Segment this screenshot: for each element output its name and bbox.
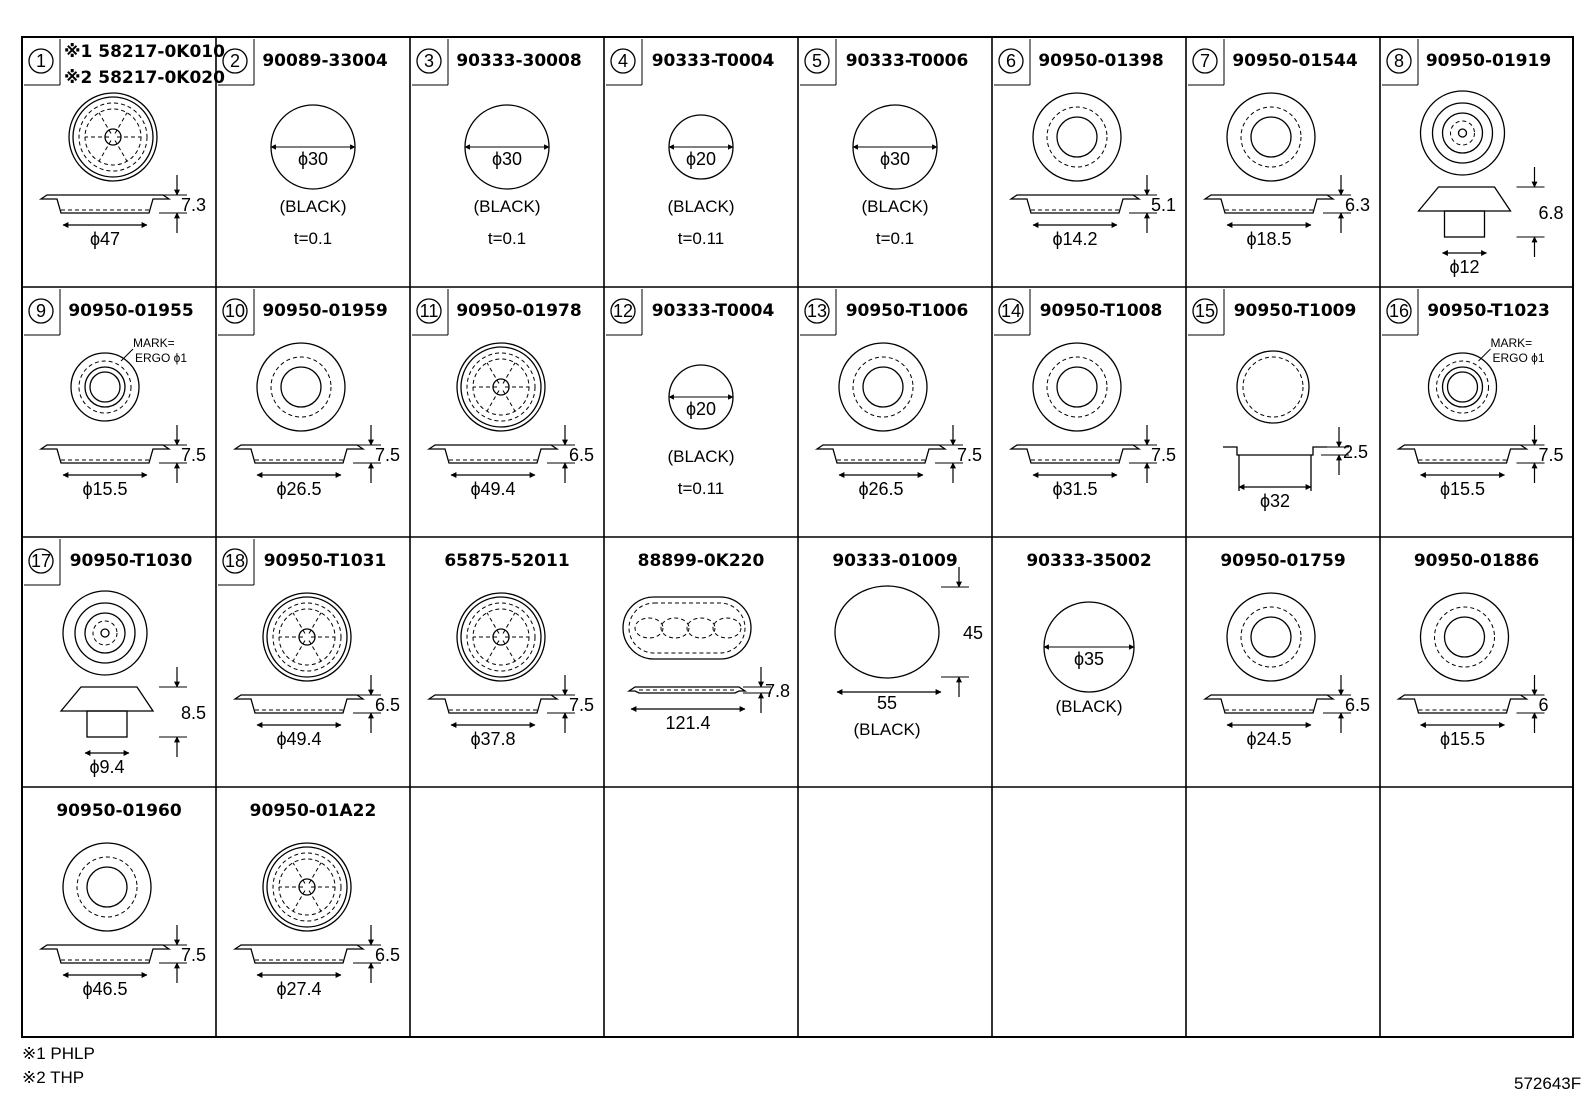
ring [863,367,903,407]
spoke [309,640,321,661]
plug-text: (BLACK) [1055,697,1123,716]
height-dim-label: 45 [963,623,984,643]
ring [69,93,157,181]
ring [1057,367,1097,407]
index-number: 11 [419,301,439,321]
height-dim-label: 7.5 [375,445,401,465]
part-number: 90950-01978 [456,301,582,321]
ring [85,613,125,653]
profile [61,687,153,711]
width-dim-label: ϕ14.2 [1052,229,1098,249]
diameter-label: ϕ30 [879,149,911,169]
ring [1443,367,1483,407]
ring [1433,103,1493,163]
width-dim-label: ϕ27.4 [276,979,322,999]
width-dim-label: 55 [876,693,898,713]
part-number: 90950-01544 [1232,51,1358,71]
diameter-label: ϕ20 [685,399,717,419]
index-number: 4 [617,51,629,71]
width-dim-label: ϕ9.4 [89,757,125,777]
part-number: ※2 58217-0K020 [64,68,225,88]
ring [1033,93,1121,181]
height-dim-label: 6.8 [1538,203,1564,223]
ring [85,367,125,407]
plug-text: t=0.11 [677,479,725,498]
mark-leader [121,349,133,361]
index-number: 2 [229,51,241,71]
part-number: 90333-T0004 [651,51,775,71]
profile [1419,187,1511,211]
cell-90950-01919 [1382,39,1564,277]
part-number: 90950-01960 [56,801,182,821]
part-number: 90950-01886 [1413,551,1540,571]
cell-90089-33004 [218,39,388,248]
part-number: 90950-T1023 [1427,301,1550,321]
spoke [293,890,305,911]
cell-90950-01544 [1188,39,1370,249]
index-number: 16 [1388,301,1410,321]
cell-90333-30008 [412,39,582,248]
ring [1251,617,1291,657]
plug-text: t=0.11 [677,229,725,248]
cell-90950-01960 [41,801,206,999]
part-number: 90089-33004 [262,51,388,71]
part-number: 90333-35002 [1026,551,1152,571]
spoke [309,890,321,911]
width-dim-label: ϕ31.5 [1052,479,1098,499]
width-dim-label: ϕ37.8 [470,729,516,749]
ring [273,603,341,671]
ring [1057,117,1097,157]
part-number: 65875-52011 [444,551,570,571]
spoke [309,613,321,634]
ring [101,629,109,637]
oval-hole [661,618,689,638]
cell-item [24,39,225,249]
ring [853,357,913,417]
ring [79,103,147,171]
mark-note: MARK= [1490,336,1533,350]
plug-text: (BLACK) [667,447,735,466]
part-number: 90333-T0004 [651,301,775,321]
ring [263,843,351,931]
index-number: 1 [35,51,47,71]
profile-body [87,711,127,737]
cell-90950-T1006 [800,289,982,499]
cell-90333-35002 [1026,551,1151,716]
footnote-2: ※2 THP [22,1068,85,1087]
oval-hole [635,618,663,638]
part-number: 90950-01A22 [249,801,377,821]
index-number: 17 [30,551,52,571]
ring [271,357,331,417]
plug-text: (BLACK) [473,197,541,216]
ring [1243,357,1303,417]
cell-90950-01398 [994,39,1176,249]
plug-text: (BLACK) [667,197,735,216]
cell-65875-52011 [429,551,594,749]
cell-90333-T0006 [800,39,968,248]
width-dim-label: ϕ49.4 [276,729,322,749]
ring [1445,617,1485,657]
part-number: 90950-01959 [262,301,388,321]
spoke [503,640,515,661]
ring [839,343,927,431]
width-dim-label: ϕ32 [1259,491,1291,511]
ring [1033,343,1121,431]
profile-body [1445,211,1485,237]
cell-90950-01959 [218,289,400,499]
height-dim-label: 7.3 [181,195,207,215]
height-dim-label: 6.5 [1345,695,1371,715]
ring [1047,357,1107,417]
width-dim-label: ϕ15.5 [1439,479,1486,499]
cell-90333-T0004 [606,39,774,248]
ring [1227,93,1315,181]
spoke [487,363,499,384]
width-dim-label: ϕ26.5 [276,479,322,499]
width-dim-label: ϕ26.5 [858,479,904,499]
index-number: 18 [224,551,246,571]
spoke [99,140,111,161]
ring [1047,107,1107,167]
part-number: 90950-T1009 [1233,301,1357,321]
spoke [115,140,127,161]
cell-90950-T1023 [1382,289,1564,499]
width-dim-label: ϕ15.5 [1439,729,1486,749]
ring [467,603,535,671]
spoke [487,613,499,634]
ring [93,621,117,645]
ring [1241,607,1301,667]
ring [1421,593,1509,681]
spoke [503,390,515,411]
width-dim-label: ϕ18.5 [1246,229,1292,249]
ring [281,367,321,407]
parts-grid [22,37,1573,1037]
ring [79,361,131,413]
ring [1451,121,1475,145]
index-number: 6 [1005,51,1017,71]
index-number: 5 [811,51,823,71]
ring [75,603,135,663]
ring [457,593,545,681]
height-dim-label: 7.5 [181,945,207,965]
part-number: 90333-30008 [456,51,582,71]
mark-note: MARK= [133,336,175,350]
height-dim-label: 6.5 [569,445,595,465]
part-number: 88899-0K220 [637,551,765,571]
ring [1237,351,1309,423]
footnote-1: ※1 PHLP [22,1044,95,1063]
cell-90333-01009 [832,551,983,739]
plug-oval [835,586,939,678]
height-dim-label: 7.5 [181,445,207,465]
diameter-label: ϕ30 [297,149,329,169]
parts-cells [24,39,1564,999]
height-dim-label: 7.5 [1151,445,1177,465]
diameter-label: ϕ35 [1073,649,1105,669]
cell-90950-01978 [412,289,594,499]
part-number: 90950-01398 [1038,51,1164,71]
cell-90333-T0004 [606,289,774,498]
width-dim-label: 121.4 [665,713,711,733]
plug-text: t=0.1 [487,229,527,248]
part-number: 90950-T1030 [69,551,193,571]
ring [1251,117,1291,157]
ring [1459,129,1467,137]
spoke [293,640,305,661]
cell-90950-01A22 [235,801,400,999]
width-dim-label: ϕ24.5 [1246,729,1292,749]
part-number: 90950-01759 [1220,551,1346,571]
ring [1448,372,1478,402]
cell-90950-01955 [24,289,206,499]
plug-text: t=0.1 [875,229,915,248]
spoke [293,613,305,634]
height-dim-label: 6.3 [1345,195,1371,215]
diameter-label: ϕ20 [685,149,717,169]
spoke [503,363,515,384]
ring [87,867,127,907]
plug-text: (BLACK) [279,197,347,216]
plug-text: t=0.1 [293,229,333,248]
height-dim-label: 7.8 [765,681,791,701]
mark-note: ERGO ϕ1 [1492,351,1545,365]
part-number: 90950-01919 [1425,51,1552,71]
ring [467,353,535,421]
ring [1443,113,1483,153]
height-dim-label: 6 [1538,695,1549,715]
part-number: 90950-01955 [68,301,194,321]
figure-id: 572643F [1514,1074,1582,1093]
ring [1437,361,1489,413]
cell-90950-T1030 [24,539,206,777]
height-dim-label: 8.5 [181,703,207,723]
width-dim-label: ϕ49.4 [470,479,516,499]
spoke [487,390,499,411]
ring [90,372,120,402]
spoke [487,640,499,661]
index-number: 8 [1393,51,1405,71]
index-number: 3 [423,51,435,71]
index-number: 7 [1199,51,1211,71]
spoke [99,113,111,134]
width-dim-label: ϕ47 [89,229,121,249]
index-number: 13 [806,301,828,321]
ring [1227,593,1315,681]
cell-88899-0K220 [623,551,790,733]
mark-leader [1479,349,1491,361]
mark-note: ERGO ϕ1 [135,351,188,365]
cell-90950-01759 [1205,551,1370,749]
part-number: 90333-01009 [832,551,958,571]
part-number: ※1 58217-0K010 [64,42,225,62]
spoke [115,113,127,134]
width-dim-label: ϕ46.5 [82,979,128,999]
ring [457,343,545,431]
width-dim-label: ϕ12 [1449,257,1480,277]
height-dim-label: 7.5 [957,445,983,465]
diameter-label: ϕ30 [491,149,523,169]
index-number: 9 [35,301,47,321]
height-dim-label: 5.1 [1151,195,1177,215]
index-number: 10 [224,301,246,321]
height-dim-label: 6.5 [375,945,401,965]
cell-90950-T1031 [218,539,400,749]
cell-90950-T1009 [1188,289,1368,511]
index-number: 15 [1194,301,1216,321]
height-dim-label: 7.5 [1538,445,1564,465]
part-number: 90950-T1008 [1039,301,1163,321]
ring [63,843,151,931]
index-number: 12 [612,301,634,321]
part-number: 90950-T1031 [263,551,387,571]
cell-90950-T1008 [994,289,1176,499]
ring [273,853,341,921]
ring [263,593,351,681]
height-dim-label: 6.5 [375,695,401,715]
profile [1223,447,1327,455]
part-number: 90333-T0006 [845,51,969,71]
spoke [503,613,515,634]
ring [77,857,137,917]
oval-hole [713,618,741,638]
ring [257,343,345,431]
spoke [293,863,305,884]
cell-90950-01886 [1399,551,1549,749]
part-number: 90950-T1006 [845,301,969,321]
ring [71,353,139,421]
ring [1435,607,1495,667]
ring [1241,107,1301,167]
height-dim-label: 7.5 [569,695,595,715]
height-dim-label: 2.5 [1343,442,1369,462]
oval-hole [687,618,715,638]
width-dim-label: ϕ15.5 [82,479,128,499]
plug-text: (BLACK) [861,197,929,216]
index-number: 14 [1000,301,1022,321]
plug-text: (BLACK) [853,720,921,739]
ring [1429,353,1497,421]
spoke [309,863,321,884]
